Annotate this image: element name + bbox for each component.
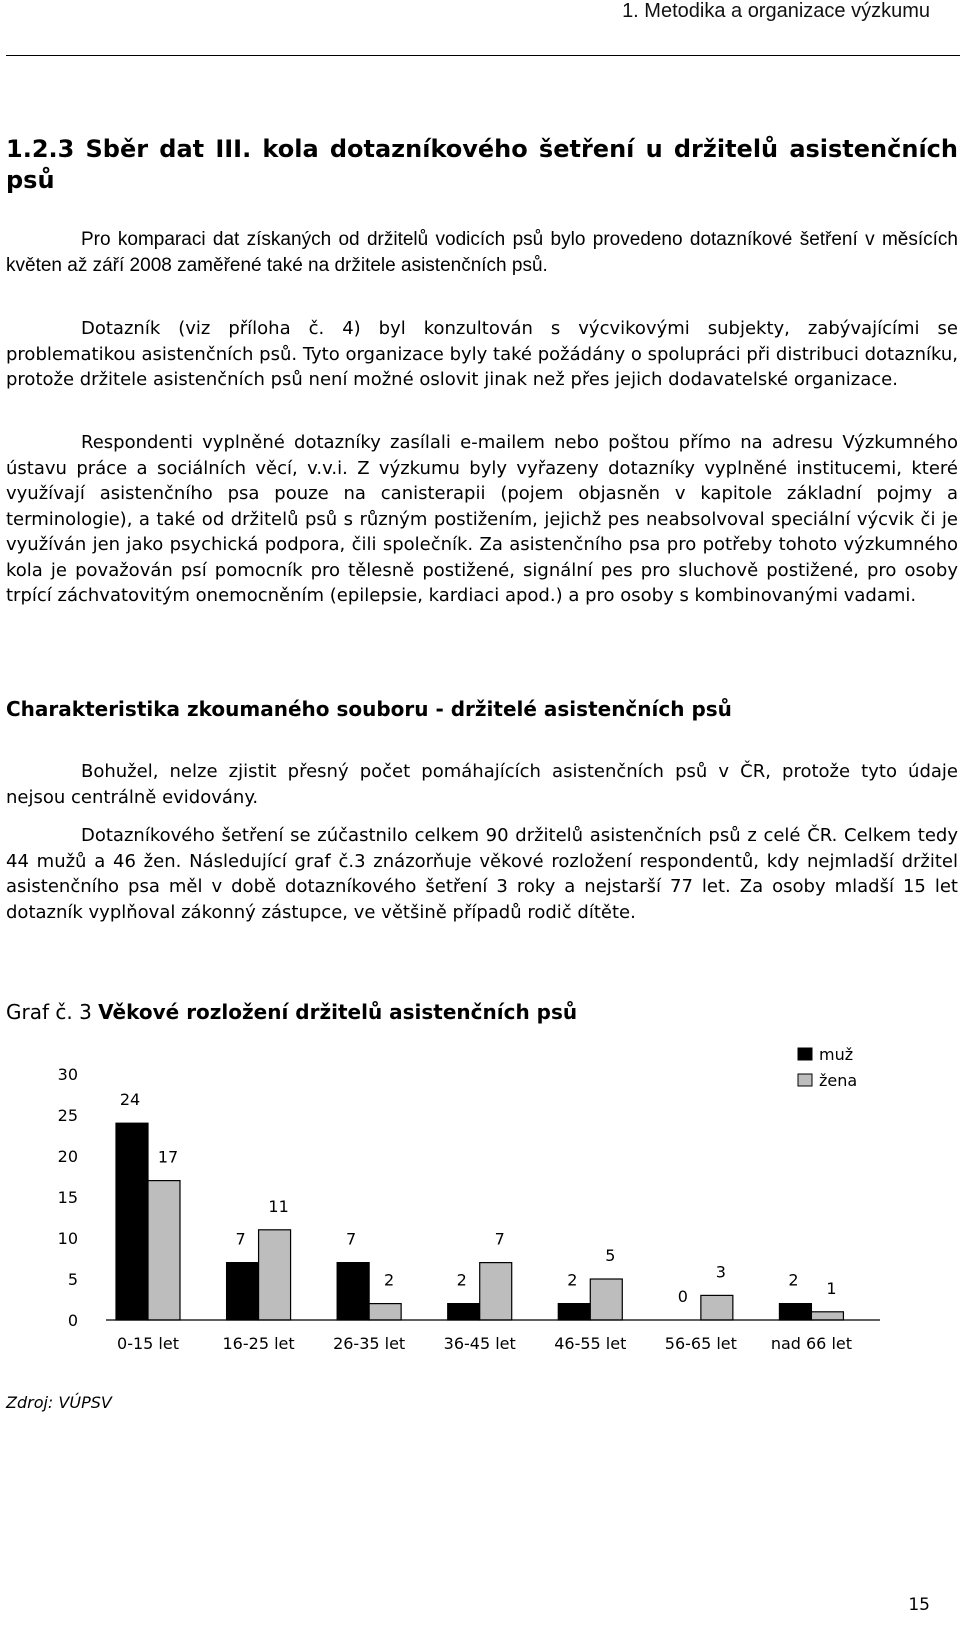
x-tick-label: 16-25 let — [222, 1334, 295, 1353]
graph-caption-prefix: Graf č. 3 — [6, 1000, 92, 1024]
bar-muz-0 — [116, 1123, 148, 1320]
data-label-muz-3: 2 — [456, 1270, 467, 1290]
data-label-zena-2: 2 — [384, 1270, 395, 1290]
data-label-muz-2: 7 — [346, 1229, 357, 1249]
bar-muz-6 — [779, 1304, 811, 1320]
legend-label: žena — [819, 1071, 858, 1090]
paragraph-intro: Pro komparaci dat získaných od držitelů vodicích psů bylo provedeno dotazníkové šetření v měsících květen až září 2008 zaměřené také na držitele asistenčních psů. — [6, 229, 958, 276]
bar-muz-1 — [227, 1263, 259, 1320]
y-tick-label: 25 — [57, 1106, 78, 1125]
bar-zena-2 — [369, 1304, 401, 1320]
y-tick-label: 30 — [57, 1065, 78, 1084]
legend-label: muž — [819, 1045, 854, 1064]
data-label-muz-4: 2 — [567, 1270, 578, 1290]
data-label-zena-1: 11 — [268, 1196, 289, 1216]
y-tick-label: 15 — [57, 1188, 78, 1207]
bar-muz-2 — [337, 1263, 369, 1320]
bar-zena-1 — [259, 1230, 291, 1320]
source-note: Zdroj: VÚPSV — [6, 1393, 112, 1412]
data-label-zena-5: 3 — [715, 1262, 726, 1282]
y-tick-label: 20 — [57, 1147, 78, 1166]
bar-zena-4 — [590, 1279, 622, 1320]
x-tick-label: nad 66 let — [770, 1334, 853, 1353]
bar-muz-3 — [448, 1304, 480, 1320]
running-header: 1. Metodika a organizace výzkumu — [622, 0, 930, 22]
paragraph-questionnaire: Dotazník (viz příloha č. 4) byl konzultován s výcvikovými subjekty, zabývajícími se problematikou asistenčních psů. Tyto organizace byly také požádány o spolupráci při distribuci dotazníku, protože držitele asistenčních psů není možné oslovit jinak než přes jejich dodavatelské organizace. — [6, 318, 958, 390]
data-label-zena-0: 17 — [157, 1147, 179, 1167]
bar-zena-5 — [701, 1295, 733, 1320]
paragraph-respondents: Respondenti vyplněné dotazníky zasílali e-mailem nebo poštou přímo na adresu Výzkumného ústavu práce a sociálních věcí, v.v.i. Z výzkumu byly vyřazeny dotazníky vyplněné institucemi, které využívají asistenčního psa pouze na canisterapii (pojem objasněn v kapitole základní pojmy a terminologie), a také od držitelů psů s různým postižením, jejichž pes neabsolvoval speciální výcvik či je využíván jen jako psychická podpora, čili společník. Za asistenčního psa pro potřeby tohoto výzkumného kola je považován psí pomocník pro tělesně postižené, signální pes pro sluchově postižené, pro osoby trpící záchvatovitým onemocněním (epilepsie, kardiaci apod.) a pro osoby s kombinovanými vadami. — [6, 432, 958, 606]
paragraph-registry: Bohužel, nelze zjistit přesný počet pomáhajících asistenčních psů v ČR, protože tyto údaje nejsou centrálně evidovány. — [6, 761, 958, 808]
age-distribution-chart — [0, 1040, 960, 1370]
page-number: 15 — [908, 1595, 930, 1615]
data-label-zena-4: 5 — [605, 1246, 616, 1265]
data-label-muz-6: 2 — [788, 1270, 799, 1290]
legend-swatch — [798, 1074, 812, 1086]
data-label-zena-6: 1 — [826, 1278, 837, 1298]
data-label-muz-1: 7 — [235, 1229, 246, 1249]
paragraph-participants: Dotazníkového šetření se zúčastnilo celkem 90 držitelů asistenčních psů z celé ČR. Celkem tedy 44 mužů a 46 žen. Následující graf č.3 znázorňuje věkové rozložení respondentů, kdy nejmladší držitel asistenčního psa měl v době dotazníkového šetření 3 roky a nejstarší 77 let. Za osoby mladší 15 let dotazník vyplňoval zákonný zástupce, ve většině případů rodič dítěte. — [6, 825, 958, 923]
data-label-muz-5: 0 — [677, 1287, 688, 1306]
y-tick-label: 10 — [57, 1229, 78, 1248]
graph-caption — [6, 1000, 577, 1024]
x-tick-label: 26-35 let — [333, 1334, 406, 1353]
bar-zena-6 — [811, 1312, 843, 1320]
legend-swatch — [798, 1048, 812, 1060]
bar-zena-0 — [148, 1181, 180, 1320]
header-divider — [6, 55, 960, 56]
x-tick-label: 0-15 let — [117, 1334, 179, 1353]
x-tick-label: 36-45 let — [443, 1334, 516, 1353]
section-title: 1.2.3 Sběr dat III. kola dotazníkového šetření u držitelů asistenčních psů — [6, 135, 958, 194]
bar-zena-3 — [480, 1263, 512, 1320]
characteristics-heading: Charakteristika zkoumaného souboru - držitelé asistenčních psů — [6, 697, 732, 721]
x-tick-label: 46-55 let — [554, 1334, 627, 1353]
data-label-muz-0: 24 — [119, 1090, 141, 1110]
x-tick-label: 56-65 let — [664, 1334, 737, 1353]
data-label-zena-3: 7 — [494, 1229, 505, 1249]
y-tick-label: 0 — [67, 1311, 78, 1330]
bar-muz-4 — [558, 1304, 590, 1320]
y-tick-label: 5 — [67, 1270, 78, 1289]
graph-caption-title: Věkové rozložení držitelů asistenčních psů — [98, 1000, 578, 1024]
